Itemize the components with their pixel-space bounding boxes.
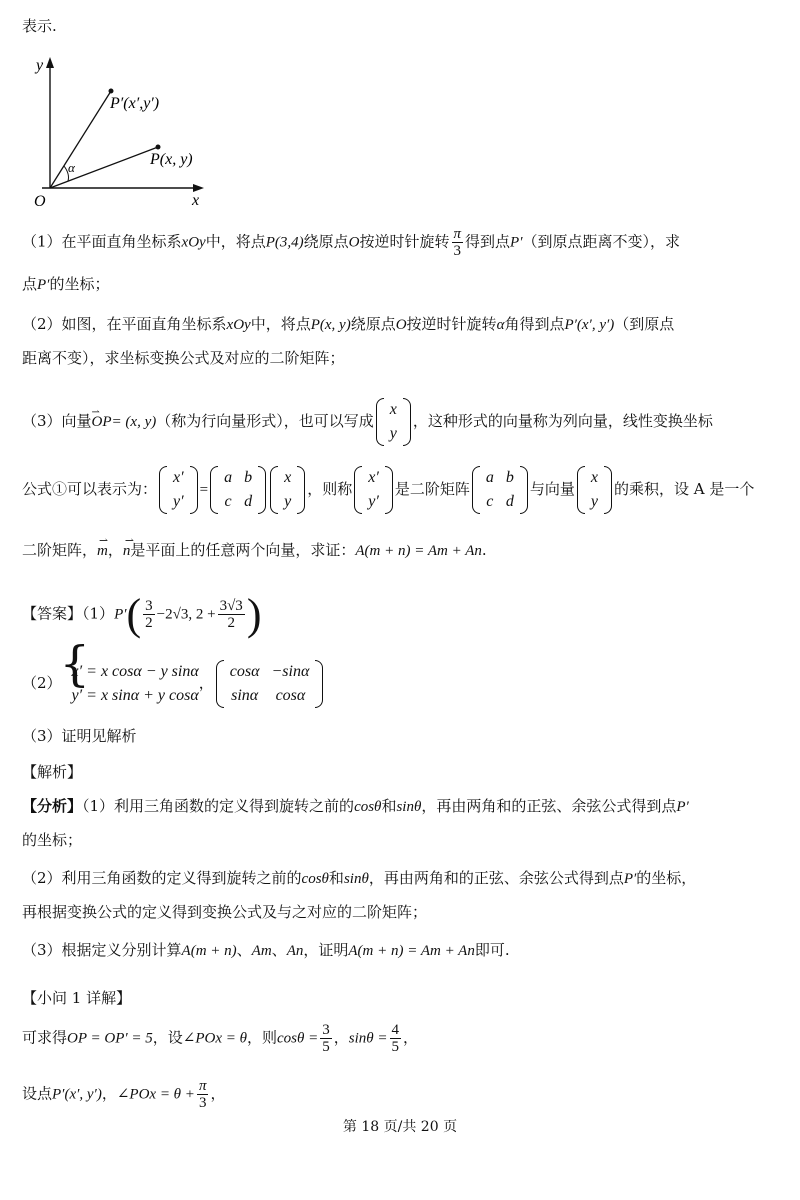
- p-prime-label: P′(x′,y′): [110, 95, 160, 112]
- answer-rotation-matrix: cosα −sinα sinα cosα: [216, 660, 324, 708]
- rotation-figure: [28, 52, 218, 212]
- q3-matrix-abcd-2: a b c d: [472, 466, 528, 514]
- q3-line2: 公式①可以表示为： x′ y′ = a b c d x y ，则称 x′ y′ 是二阶矩阵 a b c d 与向量 x y 的乘积，设 A 是一个: [22, 466, 772, 514]
- analysis-p1-line1: 【分析】（1）利用三角函数的定义得到旋转之前的cosθ和sinθ，再由两角和的正弦、余弦公式得到点P′: [22, 797, 689, 815]
- detail-sin-frac: $\frac{4}{5}$: [391, 1022, 400, 1055]
- q3-vec-xprime-2: x′ y′: [354, 466, 393, 514]
- q2-line2: 距离不变），求坐标变换公式及对应的二阶矩阵；: [22, 349, 345, 367]
- q3-vec-xy-2: x y: [577, 466, 612, 514]
- detail-line2: 设点P′(x′, y′)，∠POx = θ + $\frac{\pi}{3}$ ，: [22, 1078, 226, 1111]
- q1-line2: 点P′的坐标；: [22, 275, 110, 293]
- point-p-prime-dot: [109, 89, 114, 94]
- answer-line2: （2） { x′ = x cosα − y sinα y′ = x sinα + y cosα ， cosα −sinα sinα cosα: [22, 660, 772, 708]
- intro-text: 表示.: [22, 17, 57, 35]
- analysis-p2-line2: 再根据变换公式的定义得到变换公式及与之对应的二阶矩阵；: [22, 903, 428, 921]
- analysis-p2-line1: （2）利用三角函数的定义得到旋转之前的cosθ和sinθ，再由两角和的正弦、余弦公式得到点P′的坐标，: [22, 869, 697, 887]
- answer-frac-3-2: $\frac{3}{2}$: [145, 598, 153, 631]
- origin-label: O: [34, 193, 46, 210]
- answer-line1: 【答案】（1）P′( $\frac{3}{2}$ −2√3, 2 + $\frac{3√3}{2}$ ): [22, 589, 262, 639]
- q2-line1: （2）如图，在平面直角坐标系xOy中，将点P(x, y)绕原点O按逆时针旋转α角得到点P′(x′, y′)（到原点: [22, 315, 675, 333]
- answer-frac-3sqrt3-2: $\frac{3√3}{2}$: [219, 598, 243, 631]
- analysis-p1-line2: 的坐标；: [22, 831, 83, 849]
- q3-vec-xy: x y: [270, 466, 305, 514]
- detail-label: 【小问 1 详解】: [22, 989, 132, 1007]
- q3-column-vector: x y: [376, 398, 411, 446]
- q3-matrix-abcd: a b c d: [210, 466, 266, 514]
- analysis-p3: （3）根据定义分别计算A(m + n)、Am、An，证明A(m + n) = Am + An即可.: [22, 941, 510, 959]
- p-label: P(x, y): [150, 151, 193, 168]
- ray-op-prime: [50, 91, 111, 188]
- alpha-label: α: [68, 160, 75, 175]
- point-p-dot: [156, 145, 161, 150]
- q3-line3: 二阶矩阵，⇀ m，⇀ n是平面上的任意两个向量，求证：A(m + n) = Am + An.: [22, 538, 772, 563]
- q3-line1: （3）向量⇀ OP= (x, y)（称为行向量形式），也可以写成 x y ，这种形式的向量称为列向量，线性变换坐标: [22, 398, 772, 446]
- q1-line1: （1）在平面直角坐标系xOy中，将点P(3,4)绕原点O按逆时针旋转 $\frac{\pi}{3}$ 得到点P′（到原点距离不变），求: [22, 226, 680, 259]
- detail-angle-frac: $\frac{\pi}{3}$: [198, 1078, 207, 1111]
- ray-op: [50, 147, 158, 188]
- q3-vec-xprime: x′ y′: [159, 466, 198, 514]
- page-footer: 第 18 页/共 20 页: [342, 1119, 458, 1135]
- analysis-label: 【解析】: [22, 763, 83, 781]
- answer-line3: （3）证明见解析: [22, 727, 137, 745]
- x-axis-label: x: [192, 192, 200, 209]
- detail-line1: 可求得OP = OP′ = 5，设∠POx = θ，则cosθ = $\frac{3}{5}$ ，sinθ = $\frac{4}{5}$ ，: [22, 1022, 419, 1055]
- q1-angle-frac: $\frac{\pi}{3}$: [453, 226, 462, 259]
- y-axis-label: y: [36, 57, 44, 74]
- x-axis-arrow: [193, 184, 204, 192]
- y-axis-arrow: [46, 57, 54, 68]
- answer-brace-system: { x′ = x cosα − y sinα y′ = x sinα + y cosα: [62, 660, 199, 708]
- detail-cos-frac: $\frac{3}{5}$: [322, 1022, 330, 1055]
